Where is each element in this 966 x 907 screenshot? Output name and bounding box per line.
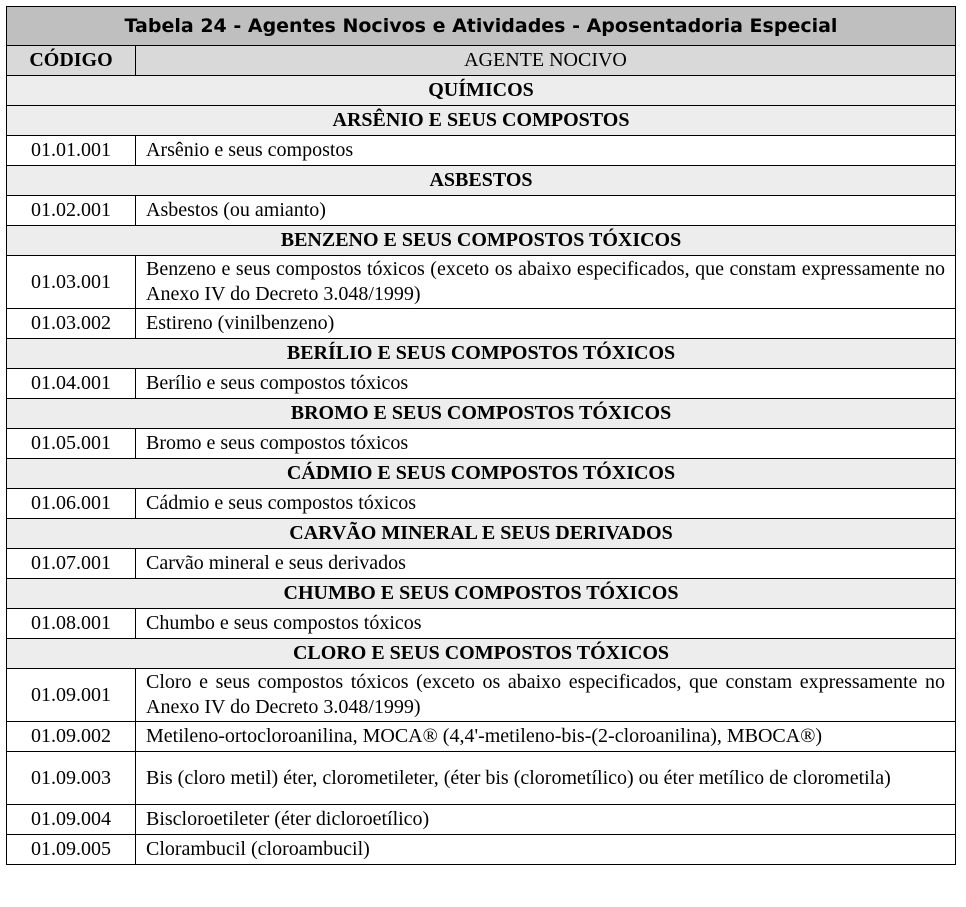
code-cell: 01.03.002 [7,309,136,339]
agent-description: Carvão mineral e seus derivados [136,549,956,579]
section-title: CARVÃO MINERAL E SEUS DERIVADOS [7,519,956,549]
code-cell: 01.07.001 [7,549,136,579]
agent-description: Clorambucil (cloroambucil) [136,835,956,865]
agent-description: Cloro e seus compostos tóxicos (exceto os abaixo especificados, que constam expressamente no Anexo IV do Decreto 3.048/1999) [136,669,956,722]
agent-description: Benzeno e seus compostos tóxicos (exceto os abaixo especificados, que constam expressamente no Anexo IV do Decreto 3.048/1999) [136,256,956,309]
section-row [7,166,956,196]
agent-description: Cádmio e seus compostos tóxicos [136,489,956,519]
section-row [7,339,956,369]
code-cell: 01.09.002 [7,722,136,752]
agent-description: Estireno (vinilbenzeno) [136,309,956,339]
agents-table [6,6,956,865]
table-row [7,489,956,519]
table-row [7,609,956,639]
code-cell: 01.06.001 [7,489,136,519]
section-title: BROMO E SEUS COMPOSTOS TÓXICOS [7,399,956,429]
agent-description: Bis (cloro metil) éter, clorometileter, (éter bis (clorometílico) ou éter metílico de clorometila) [136,752,956,805]
code-cell: 01.01.001 [7,136,136,166]
agent-description: Asbestos (ou amianto) [136,196,956,226]
code-cell: 01.09.001 [7,669,136,722]
agent-description: Arsênio e seus compostos [136,136,956,166]
section-title: CLORO E SEUS COMPOSTOS TÓXICOS [7,639,956,669]
table-row [7,136,956,166]
table-row [7,669,956,722]
table-row [7,196,956,226]
group-row [7,76,956,106]
code-cell: 01.03.001 [7,256,136,309]
code-cell: 01.02.001 [7,196,136,226]
table-row [7,835,956,865]
section-row [7,106,956,136]
code-cell: 01.09.003 [7,752,136,805]
section-title: ARSÊNIO E SEUS COMPOSTOS [7,106,956,136]
code-cell: 01.09.005 [7,835,136,865]
section-title: CÁDMIO E SEUS COMPOSTOS TÓXICOS [7,459,956,489]
section-title: BERÍLIO E SEUS COMPOSTOS TÓXICOS [7,339,956,369]
table-row [7,429,956,459]
table-row [7,309,956,339]
table-row [7,256,956,309]
table-row [7,369,956,399]
table-row [7,722,956,752]
section-row [7,519,956,549]
group-title: QUÍMICOS [7,76,956,106]
header-agent: AGENTE NOCIVO [136,46,956,76]
code-cell: 01.09.004 [7,805,136,835]
section-row [7,399,956,429]
code-cell: 01.04.001 [7,369,136,399]
agent-description: Berílio e seus compostos tóxicos [136,369,956,399]
section-row [7,226,956,256]
title-row [7,7,956,46]
section-row [7,639,956,669]
section-row [7,579,956,609]
code-cell: 01.08.001 [7,609,136,639]
agent-description: Chumbo e seus compostos tóxicos [136,609,956,639]
header-code: CÓDIGO [7,46,136,76]
table-row [7,752,956,805]
agent-description: Biscloroetileter (éter dicloroetílico) [136,805,956,835]
section-title: ASBESTOS [7,166,956,196]
agents-table-body [7,7,956,865]
code-cell: 01.05.001 [7,429,136,459]
header-row [7,46,956,76]
section-title: BENZENO E SEUS COMPOSTOS TÓXICOS [7,226,956,256]
table-row [7,805,956,835]
table-row [7,549,956,579]
section-title: CHUMBO E SEUS COMPOSTOS TÓXICOS [7,579,956,609]
section-row [7,459,956,489]
table-title: Tabela 24 - Agentes Nocivos e Atividades - Aposentadoria Especial [7,7,956,46]
agent-description: Metileno-ortocloroanilina, MOCA® (4,4'-metileno-bis-(2-cloroanilina), MBOCA®) [136,722,956,752]
agent-description: Bromo e seus compostos tóxicos [136,429,956,459]
